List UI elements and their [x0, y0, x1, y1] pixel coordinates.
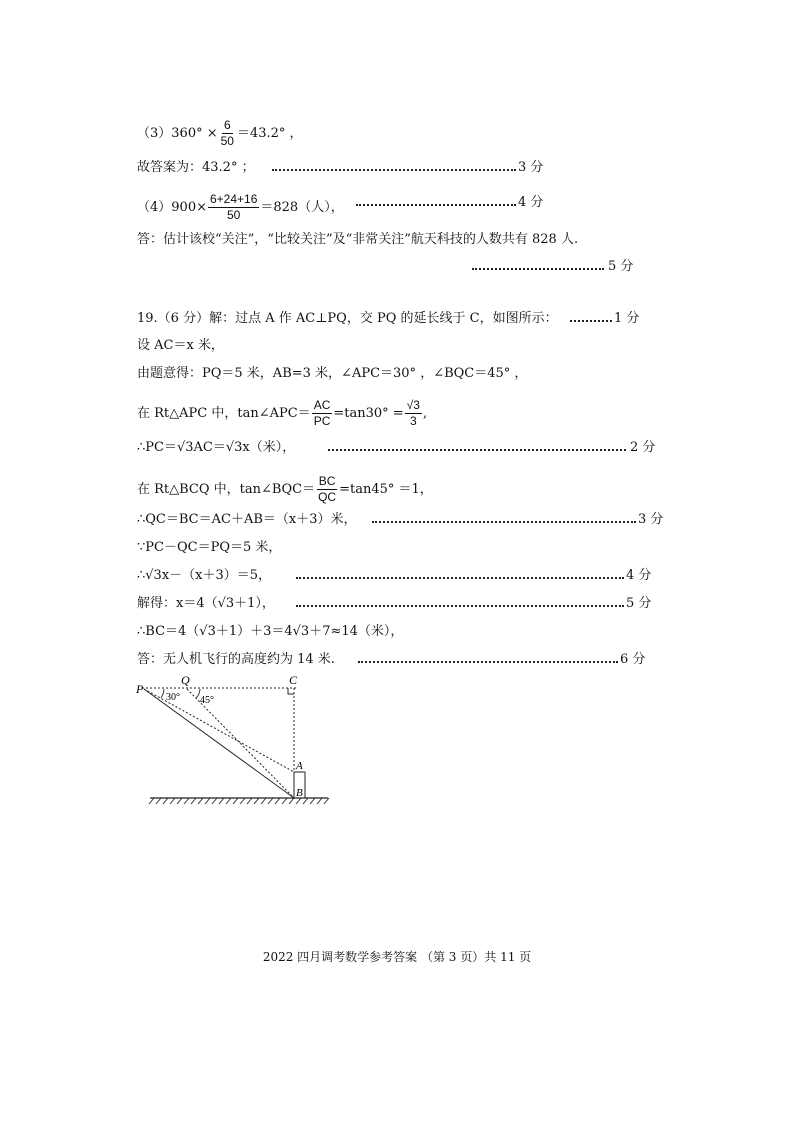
part4-result: ＝828（人），: [260, 200, 344, 215]
q19-final-score: 6 分: [620, 652, 646, 667]
q19-qc-dots: [372, 521, 636, 523]
conclusion18-text: 答：估计该校“关注”，“比较关注”及“非常关注”航天科技的人数共有 828 人.: [137, 232, 579, 247]
part4-score: 4 分: [518, 195, 544, 210]
part4-prefix: （4）900×: [137, 200, 207, 215]
part3-prefix: （3）360° ×: [137, 126, 218, 141]
q19-rt1-den: PC: [313, 414, 331, 428]
q19-rt1-fraction2: [405, 398, 422, 429]
q19-rt1-mid: =tan30° =: [333, 406, 404, 421]
q19-rt2-line: [137, 474, 433, 504]
q19-qc-line: ∴QC＝BC＝AC＋AB＝（x＋3）米，: [137, 512, 357, 527]
part3-result: ＝43.2° ，: [236, 126, 303, 141]
conclusion18-score: 5 分: [608, 259, 634, 274]
q19-pc-dots: [328, 449, 626, 451]
q19-intro-score: 1 分: [614, 311, 640, 326]
q19-pc-line: ∴PC＝√3AC＝√3x（米），: [137, 440, 296, 455]
q19-rt1-den2: 3: [409, 414, 417, 428]
q19-qc-score: 3 分: [638, 512, 664, 527]
q19-rt1-num: AC: [313, 398, 331, 412]
answer-score: 3 分: [518, 160, 544, 175]
line-pb: [144, 689, 294, 798]
part4-frac-den: 50: [227, 208, 241, 222]
label-angle-45: 45°: [200, 695, 214, 706]
q19-solve-line: 解得：x＝4（√3＋1），: [137, 596, 275, 611]
part3-line: [137, 118, 303, 148]
q19-rt2-num: BC: [318, 474, 336, 488]
label-c: C: [289, 673, 298, 687]
label-angle-30: 30°: [166, 692, 180, 703]
q19-solve-dots: [296, 605, 624, 607]
label-b: B: [296, 787, 303, 799]
q19-given: 由题意得：PQ＝5 米，AB=3 米，∠APC＝30° ，∠BQC＝45° ，: [137, 366, 528, 381]
q19-rt1-prefix: 在 Rt△APC 中，tan∠APC＝: [137, 406, 311, 421]
answer-leader-dots: [272, 169, 516, 171]
part3-frac-num: 6: [223, 118, 231, 132]
q19-eq-dots: [296, 577, 624, 579]
label-a: A: [296, 760, 303, 772]
q19-rt1-end: ,: [422, 406, 428, 421]
q19-rt1-line: [137, 398, 428, 428]
page-footer: 2022 四月调考数学参考答案 （第 3 页）共 11 页: [262, 950, 532, 964]
part3-fraction: [219, 118, 236, 149]
q19-pc-minus: ∵PC－QC＝PQ＝5 米，: [137, 540, 282, 555]
label-q: Q: [181, 673, 190, 687]
part4-frac-num: 6+24+16: [209, 192, 258, 206]
part3-frac-den: 50: [220, 134, 234, 148]
geometry-figure: [130, 672, 340, 812]
q19-intro-dots: [570, 320, 612, 322]
q19-rt2-prefix: 在 Rt△BCQ 中，tan∠BQC＝: [137, 482, 316, 497]
right-angle-mark: [288, 688, 294, 694]
q19-set-line: 设 AC＝x 米，: [137, 338, 224, 353]
q19-intro: 19.（6 分）解：过点 A 作 AC⊥PQ，交 PQ 的延长线于 C，如图所示：: [137, 311, 558, 326]
label-p: P: [136, 682, 144, 696]
q19-bc-line: ∴BC＝4（√3＋1）＋3＝4√3＋7≈14（米），: [137, 624, 404, 639]
q19-final-line: 答：无人机飞行的高度约为 14 米.: [137, 652, 335, 667]
q19-rt1-fraction: [312, 398, 333, 429]
q19-rt2-fraction: [316, 474, 338, 505]
part4-leader-dots: [356, 204, 516, 206]
q19-rt2-den: QC: [318, 490, 337, 504]
q19-pc-score: 2 分: [630, 440, 656, 455]
angle-arc-30: [161, 689, 164, 698]
q19-solve-score: 5 分: [626, 596, 652, 611]
part4-line: [137, 192, 344, 222]
q19-rt2-end: =tan45° ＝1，: [339, 482, 433, 497]
part4-fraction: [208, 192, 259, 223]
conclusion18-leader-dots: [472, 268, 604, 270]
q19-eq-line: ∴√3x－（x＋3）＝5，: [137, 568, 272, 583]
answer-line: 故答案为：43.2° ；: [137, 160, 255, 175]
q19-eq-score: 4 分: [626, 568, 652, 583]
q19-rt1-num2: √3: [406, 398, 420, 412]
q19-final-dots: [358, 661, 618, 663]
